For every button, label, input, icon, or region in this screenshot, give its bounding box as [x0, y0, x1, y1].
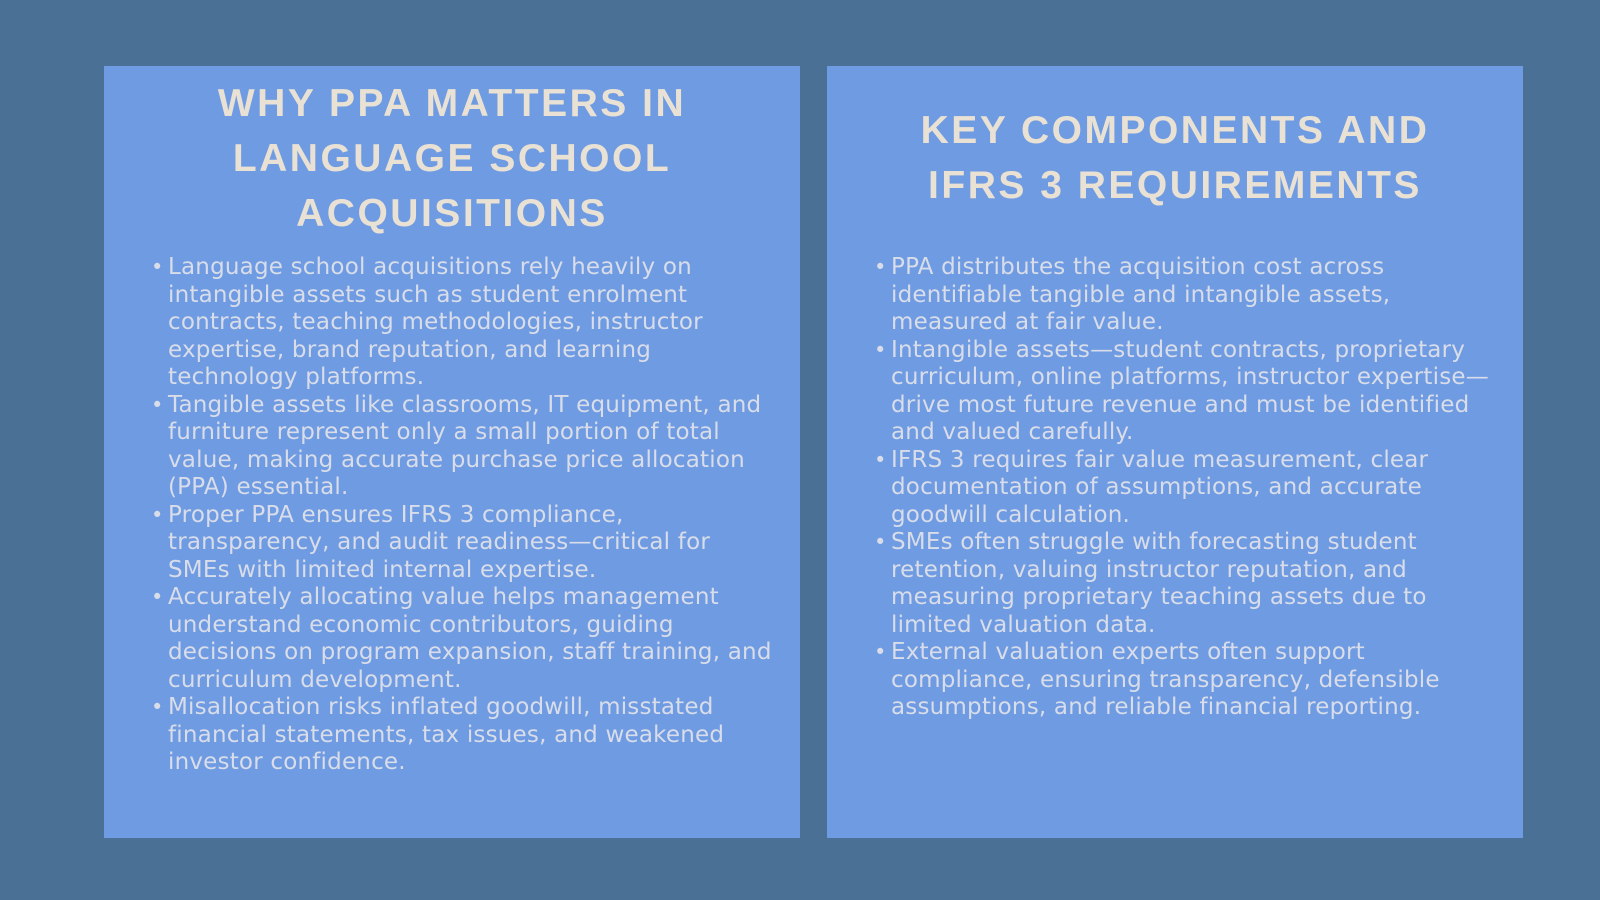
title-line: IFRS 3 REQUIREMENTS — [928, 164, 1422, 207]
right-panel-bullet-list — [827, 250, 1523, 722]
bullet-item: • Proper PPA ensures IFRS 3 compliance, transparency, and audit readiness—critical for SMEs with limited internal expertise. — [150, 502, 774, 585]
title-line: WHY PPA MATTERS IN — [217, 81, 687, 125]
bullet-item: • SMEs often struggle with forecasting student retention, valuing instructor reputation, and measuring proprietary teaching assets due to limited valuation data. — [873, 529, 1497, 639]
title-line: LANGUAGE SCHOOL — [232, 136, 672, 180]
right-panel-header — [827, 66, 1523, 250]
bullet-item: • IFRS 3 requires fair value measurement, clear documentation of assumptions, and accurate goodwill calculation. — [873, 447, 1497, 530]
title-line: KEY COMPONENTS AND — [920, 109, 1430, 152]
bullet-item: • Language school acquisitions rely heavily on intangible assets such as student enrolment contracts, teaching methodologies, instructor expertise, brand reputation, and learning technology platforms. — [150, 254, 774, 392]
left-panel-title — [218, 76, 686, 241]
bullet-item: • Intangible assets—student contracts, proprietary curriculum, online platforms, instructor expertise—drive most future revenue and must be identified and valued carefully. — [873, 337, 1497, 447]
bullet-item: • Accurately allocating value helps management understand economic contributors, guiding decisions on program expansion, staff training, and curriculum development. — [150, 584, 774, 694]
left-panel-bullet-list — [104, 250, 800, 777]
bullet-item: • External valuation experts often support compliance, ensuring transparency, defensible assumptions, and reliable financial reporting. — [873, 639, 1497, 722]
left-panel-header — [104, 66, 800, 250]
title-line: ACQUISITIONS — [296, 191, 608, 235]
right-panel-title — [921, 103, 1430, 213]
right-panel — [827, 66, 1523, 838]
bullet-item: • PPA distributes the acquisition cost across identifiable tangible and intangible assets, measured at fair value. — [873, 254, 1497, 337]
left-panel — [104, 66, 800, 838]
bullet-item: • Misallocation risks inflated goodwill, misstated financial statements, tax issues, and weakened investor confidence. — [150, 694, 774, 777]
bullet-item: • Tangible assets like classrooms, IT equipment, and furniture represent only a small portion of total value, making accurate purchase price allocation (PPA) essential. — [150, 392, 774, 502]
